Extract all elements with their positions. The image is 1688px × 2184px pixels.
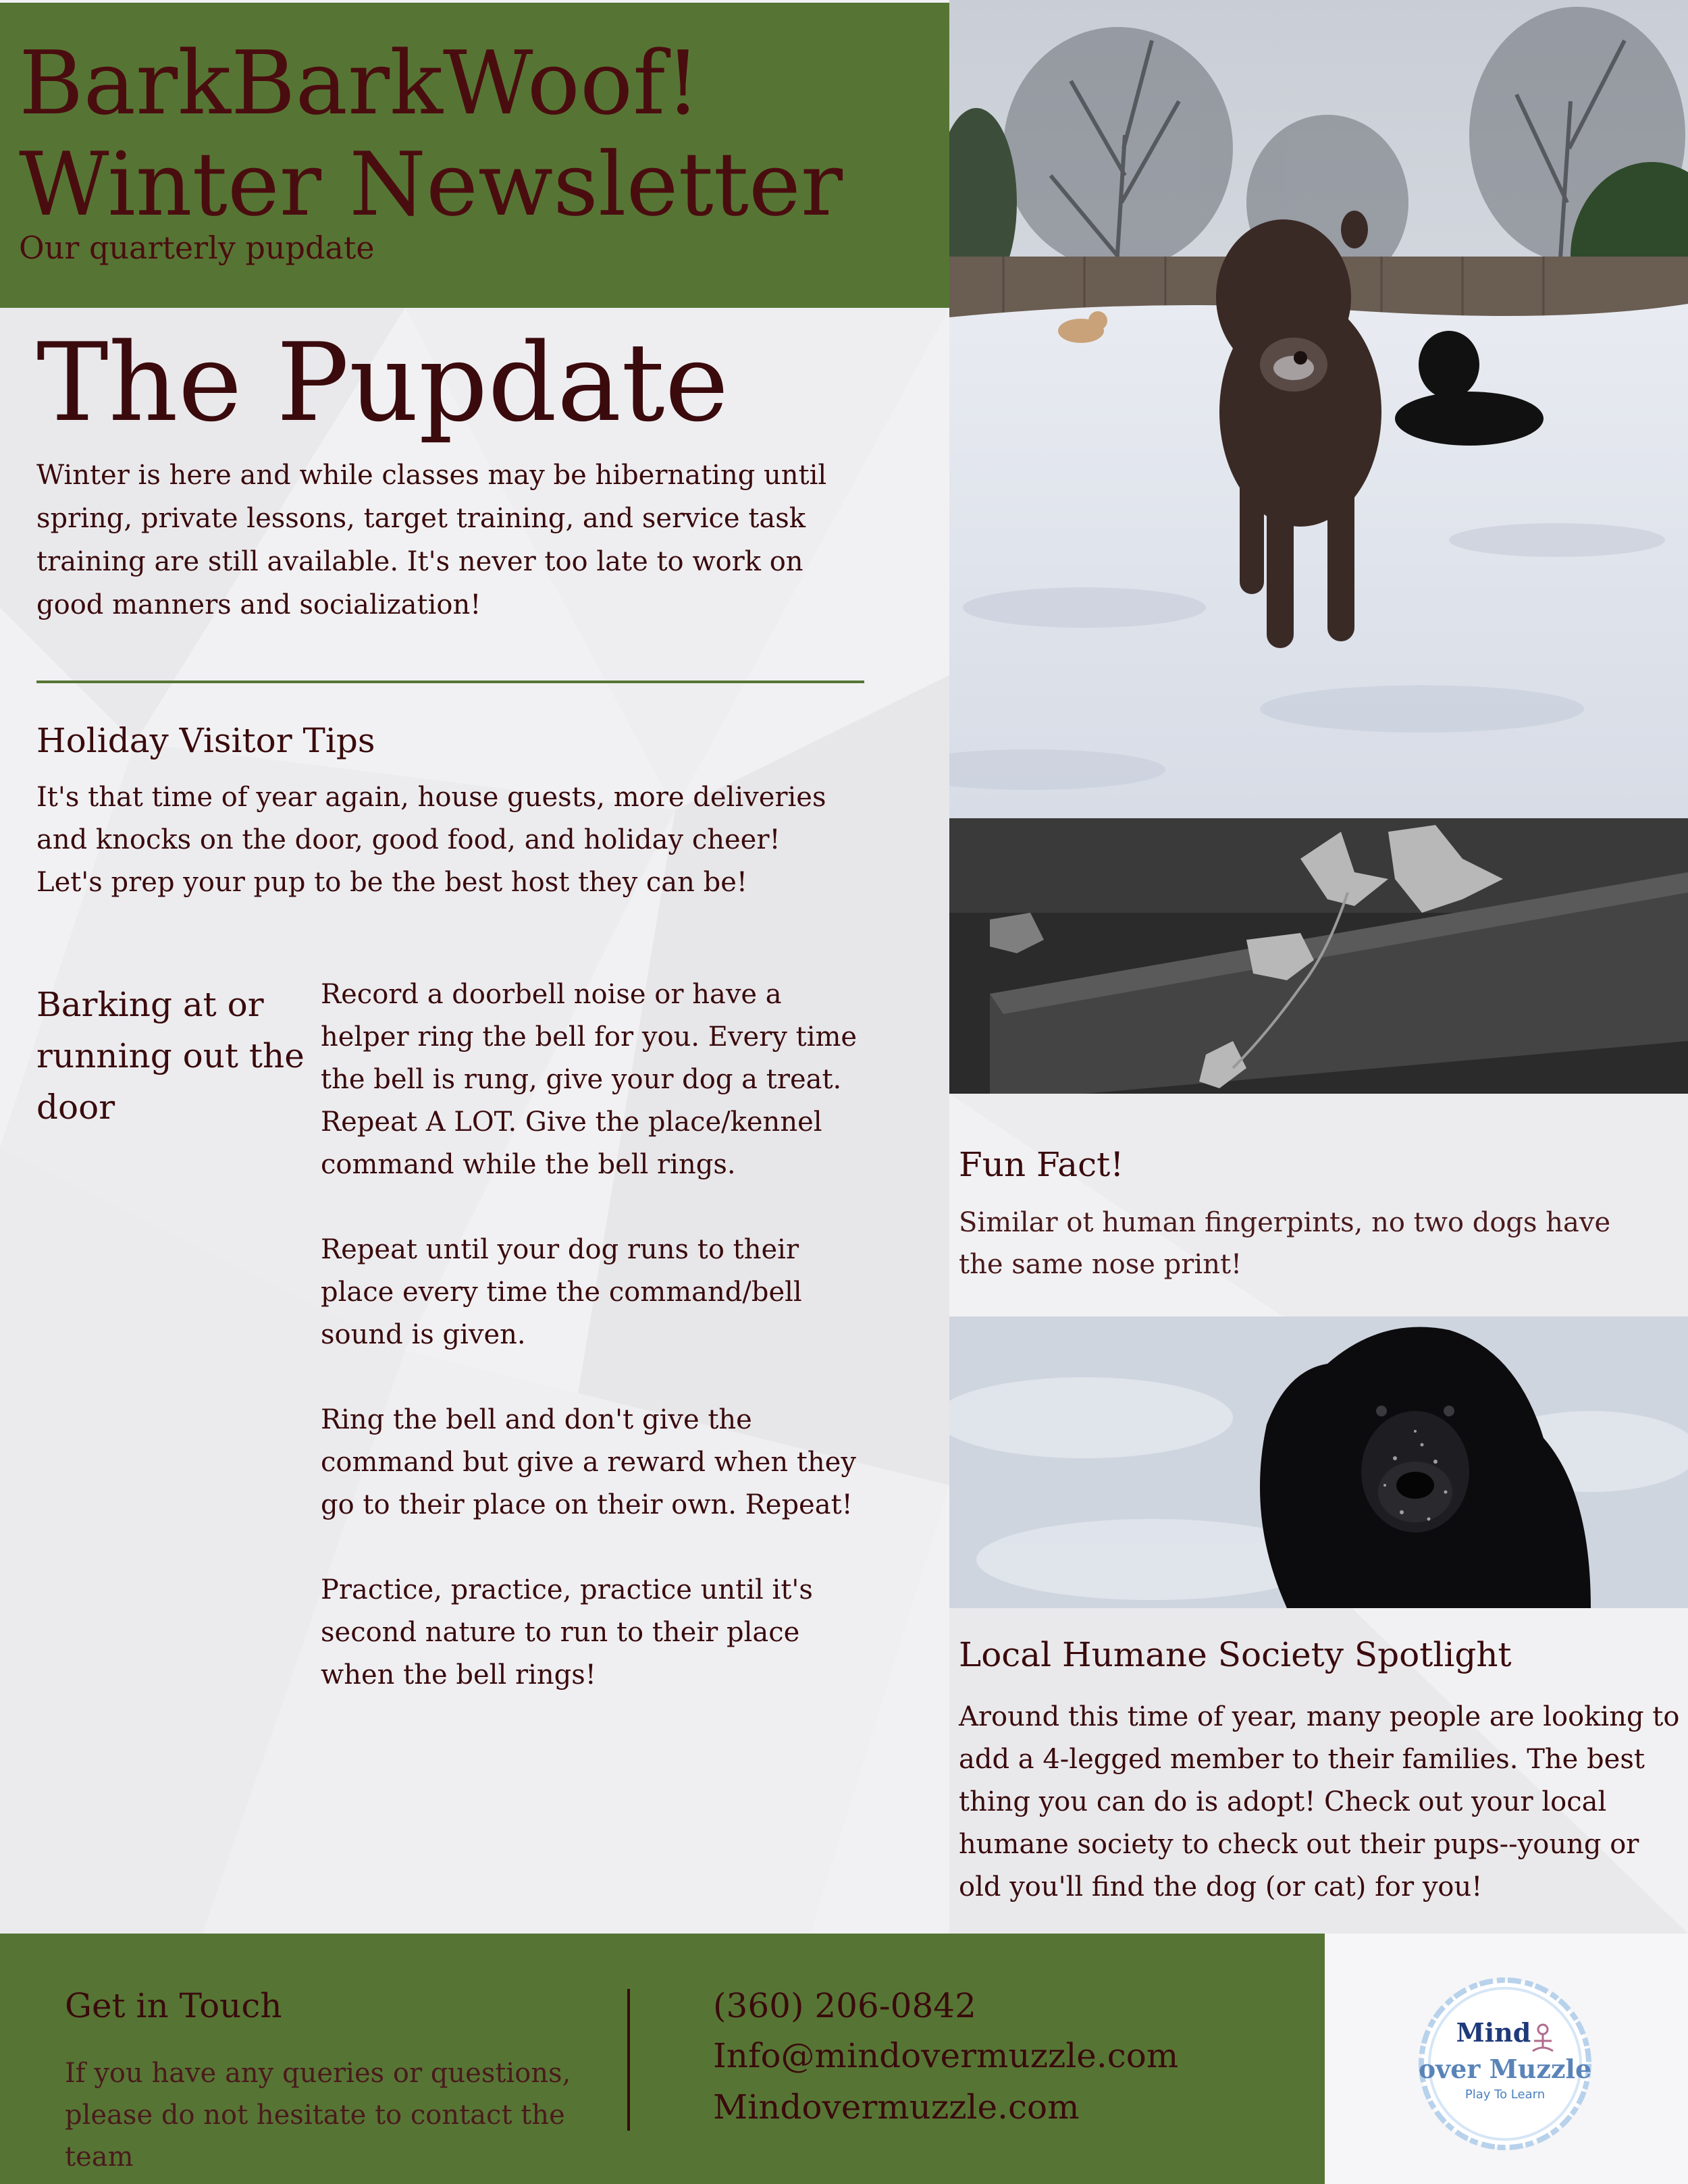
fun-fact-heading: Fun Fact! bbox=[959, 1145, 1124, 1184]
pupdate-intro: Winter is here and while classes may be hibernating until spring, private lessons, target training, and service task training are still available. It's never too late to work on good manners and socialization! bbox=[36, 460, 827, 620]
brand-name: BarkBarkWoof! bbox=[19, 32, 701, 134]
humane-society-heading: Local Humane Society Spotlight bbox=[959, 1635, 1512, 1674]
barking-step: Ring the bell and don't give the command but give a reward when they go to their place on their own. Repeat! bbox=[321, 1404, 856, 1520]
get-in-touch-heading: Get in Touch bbox=[65, 1986, 282, 2025]
get-in-touch-text: If you have any queries or questions, please do not hesitate to contact the team bbox=[65, 2058, 571, 2173]
barking-step: Repeat until your dog runs to their place every time the command/bell sound is given. bbox=[321, 1234, 802, 1350]
contact-website[interactable]: Mindovermuzzle.com bbox=[713, 2087, 1080, 2127]
barking-step: Practice, practice, practice until it's second nature to run to their place when the bell rings! bbox=[321, 1574, 813, 1690]
fun-fact-text: Similar ot human fingerpints, no two dogs have the same nose print! bbox=[959, 1207, 1611, 1280]
section-divider bbox=[36, 681, 864, 683]
barking-heading: Barking at or running out the door bbox=[36, 985, 305, 1127]
black-dog-snow-photo bbox=[949, 1316, 1688, 1608]
header-subtitle: Our quarterly pupdate bbox=[19, 230, 375, 266]
barking-step: Record a doorbell noise or have a helper ring the bell for you. Every time the bell is rung, give your dog a treat. Repeat A LOT. Give the place/kennel command while the bell rings. bbox=[321, 979, 858, 1180]
logo-line2: over Muzzle bbox=[1418, 2054, 1592, 2084]
footer-divider bbox=[627, 1989, 630, 2131]
newsletter-title bbox=[19, 32, 843, 235]
humane-society-text: Around this time of year, many people are looking to add a 4-legged member to their families. The best thing you can do is adopt! Check out your local humane society to check out their pups--young or old you'll find the dog (or cat) for you! bbox=[959, 1701, 1680, 1902]
poodle-snow-photo bbox=[949, 0, 1688, 818]
holiday-tips-text: It's that time of year again, house guests, more deliveries and knocks on the door, good food, and holiday cheer! Let's prep your pup to be the best host they can be! bbox=[36, 782, 826, 898]
logo-tagline: Play To Learn bbox=[1465, 2087, 1546, 2102]
newsletter-edition: Winter Newsletter bbox=[19, 133, 843, 236]
contact-email[interactable]: Info@mindovermuzzle.com bbox=[713, 2036, 1179, 2075]
holiday-tips-heading: Holiday Visitor Tips bbox=[36, 721, 375, 760]
ivy-leaves-photo bbox=[949, 818, 1688, 1094]
barking-steps bbox=[321, 974, 861, 1739]
contact-phone[interactable]: (360) 206-0842 bbox=[713, 1986, 976, 2025]
mind-over-muzzle-logo bbox=[1418, 1977, 1592, 2151]
logo-line1: Mind bbox=[1456, 2017, 1531, 2048]
pupdate-title: The Pupdate bbox=[36, 319, 729, 446]
